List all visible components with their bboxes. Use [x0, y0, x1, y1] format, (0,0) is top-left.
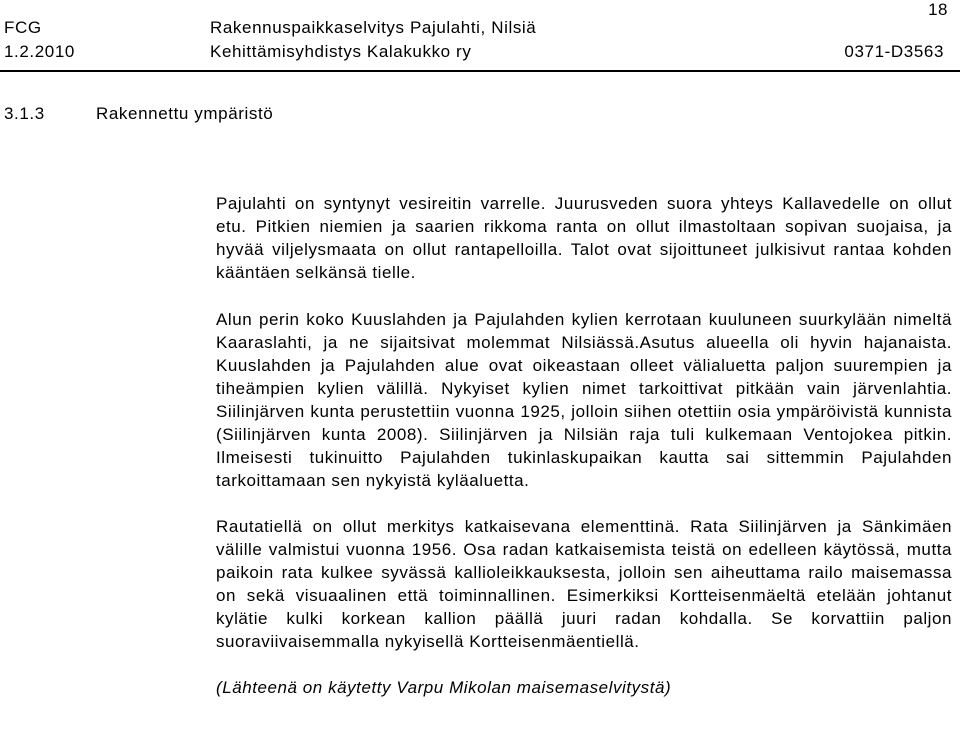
header-divider — [0, 70, 960, 72]
source-note: (Lähteenä on käytetty Varpu Mikolan maisemaselvitystä) — [216, 678, 672, 697]
paragraph-3: Rautatiellä on ollut merkitys katkaisevana elementtinä. Rata Siilinjärven ja Sänkimäen välille valmistui vuonna 1956. Osa radan katkaisemista teistä on edelleen käytössä, mutta paikoin rata kulkee syvässä kallioleikkauksesta, jolloin sen aiheuttama railo maisemassa on sekä visuaalinen että toiminnallinen. Esimerkiksi Kortteisenmäeltä etelään johtanut kylätie kulki korkean kallion päällä juuri radan kohdalla. Se korvattiin paljon suoraviivaisemmalla nykyisellä Kortteisenmäentiellä. — [216, 517, 952, 651]
paragraph-2: Alun perin koko Kuuslahden ja Pajulahden kylien kerrotaan kuuluneen suurkylään nimeltä Kaaraslahti, ja ne sijaitsivat molemmat Nilsiässä.Asutus alueella oli hyvin hajanaista. Kuuslahden ja Pajulahden alue ovat oikeastaan olleet välialuetta paljon suurempien ja tiheämpien kylien välillä. Nykyiset kylien nimet tarkoittivat pitkään vain järvenlahtia. Siilinjärven kunta perustettiin vuonna 1925, jolloin siihen otettiin osia ympäröivistä kunnista (Siilinjärven kunta 2008). Siilinjärven ja Nilsiän raja tuli kulkemaan Ventojokea pitkin. Ilmeisesti tukinuitto Pajulahden tukinlaskupaikan kautta sai sittemmin Pajulahden tarkoittamaan sen nykyistä kyläaluetta. — [216, 310, 952, 490]
section-number: 3.1.3 — [4, 104, 45, 123]
body-text — [216, 192, 952, 699]
company-name: FCG — [4, 18, 42, 37]
section-title: Rakennettu ympäristö — [96, 104, 274, 123]
paragraph-1: Pajulahti on syntynyt vesireitin varrelle. Juurusveden suora yhteys Kallavedelle on ollut etu. Pitkien niemien ja saarien rikkoma ranta on ollut ilmastoltaan sopivan suojaisa, ja hyvää viljelysmaata on ollut rantapelloilla. Talot ovat sijoittuneet julkisivut rantaa kohden kääntäen selkänsä tielle. — [216, 194, 952, 282]
document-title: Rakennuspaikkaselvitys Pajulahti, Nilsiä — [210, 18, 537, 37]
client-name: Kehittämisyhdistys Kalakukko ry — [210, 42, 472, 61]
page-number: 18 — [928, 0, 948, 19]
document-date: 1.2.2010 — [4, 42, 75, 61]
project-code: 0371-D3563 — [844, 42, 944, 61]
